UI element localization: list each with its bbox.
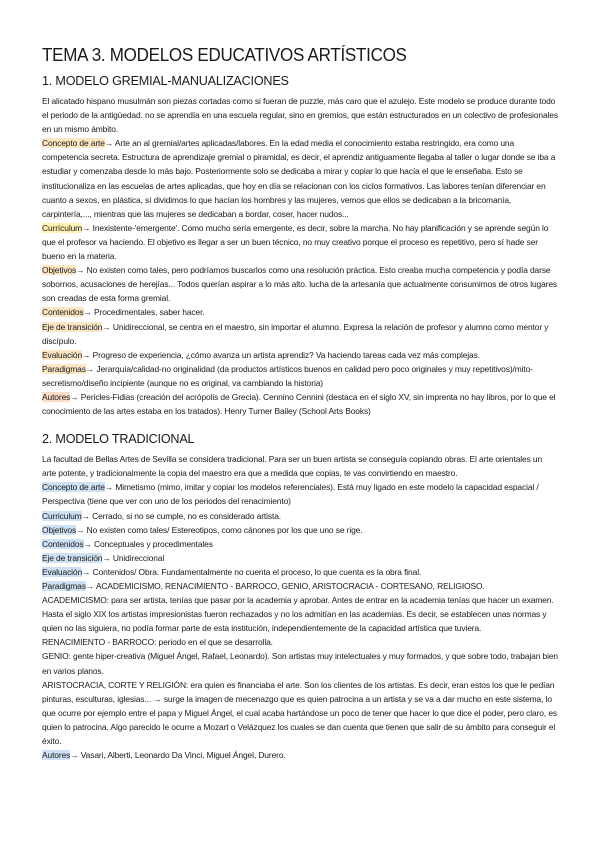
section-1-paradigmas <box>42 362 558 390</box>
section-2-eje <box>42 551 558 565</box>
paradigmas-text: → Jerarquía/calidad-no originalidad (da productos artísticos buenos en calidad pero poco originales y muy repetitivos)/mito-secretismo/diseño incipiente (aunque no es original, va cambiando la historia) <box>42 363 533 388</box>
section-2-intro: La facultad de Bellas Artes de Sevilla se considera tradicional. Para ser un buen artista se conseguía copiando obras. El arte orientales un arte potente, y tradicionalmente la copia del maestro era que a medida que copias, te vas convirtiendo en maestro. <box>42 454 543 479</box>
eje-text: → Unidireccional, se centra en el maestro, sin importar el alumno. Expresa la relación de profesor y alumno como mentor y discípulo. <box>42 321 549 346</box>
eje-text: → Unidireccional <box>102 552 165 563</box>
paradigmas-label: Paradigmas <box>42 363 86 374</box>
eje-label: Eje de transición <box>42 552 103 563</box>
evaluacion-text: → Progreso de experiencia, ¿cómo avanza un artista aprendiz? Va haciendo tareas cada vez más complejas. <box>82 349 480 360</box>
paradigmas-text: → ACADEMICISMO, RENACIMIENTO - BARROCO, GENIO, ARISTOCRACIA - CORTESANO, RELIGIOSO. <box>85 581 485 591</box>
section-2-academicismo: ACADEMICISMO: para ser artista, tenías que pasar por la academia y aprobar. Antes de entrar en la academia tenías que hacer un examen. Hasta el siglo XIX los artistas impresionistas fueron rechazados y no los admitían en las academias. Es decir, se establecen unas normas y quien no las siguiera, no podía formar parte de esta institución, independientemente de la capacidad artística que tuviera. <box>42 595 554 634</box>
concepto-text: → Arte an al gremial/artes aplicadas/labores. En la edad media el conocimiento estaba restringido, era como una competencia secreta. Estructura de aprendizaje gremial o piramidal, es decir, el aprendiz antiguamente llegaba al taller o lugar donde se iba a estudiar y comenzaba desde lo más bajo. Posteriormente solo se dedicaba a mirar y copiar lo que hacía el que le enseñaba. Esto se institucionaliza en las escuelas de artes aplicadas, que hoy en día se relacionan con los ciclos formativos. Las labores tenían diferenciar en cuanto a sexos, en plástica, sí dividimos lo que hacían los hombres y las mujeres, vemos que ellos se dedicaban a la bricomanía, carpintería,..., mientras que las mujeres se dedicaban a bordar, coser, hacer nudos... <box>42 138 556 219</box>
page-title: TEMA 3. MODELOS EDUCATIVOS ARTÍSTICOS <box>42 44 407 65</box>
objetivos-label: Objetivos <box>42 524 77 535</box>
curriculum-text: → Inexistente-'emergente'. Como mucho sería emergente, es decir, sobre la marcha. No hay planificación y se aprende según lo que el profesor va haciendo. El objetivo es llegar a ser un buen técnico, no muy creativo porque el proceso es repetitivo, pero sí hade ser bueno en la materia. <box>42 222 549 262</box>
autores-text: → Vasari, Alberti, Leonardo Da Vinci, Miguel Ángel, Durero. <box>70 750 286 761</box>
evaluacion-label: Evaluación <box>42 349 83 360</box>
section-1-curriculum <box>42 221 558 263</box>
section-2-genio: GENIO: gente hiper-creativa (Miguel Ángel, Rafael, Leonardo). Son artistas muy intelectuales y muy formados, y que sobre todo, trabajan bien en varios planos. <box>42 651 558 676</box>
section-1-intro: El alicatado hispano musulmán son piezas cortadas como si fueran de puzzle, más caro que el azulejo. Este modelo se produce durante todo el periodo de la antigüedad. no se aprendía en una escuela regular, sino en gremios, que están estructurados en un colectivo de profesionales en un mismo ámbito. <box>42 96 558 135</box>
section-2-renacimiento: RENACIMIENTO - BARROCO: periodo en el que se desarrolla. <box>42 637 273 648</box>
section-2-curriculum <box>42 509 558 523</box>
concepto-label: Concepto de arte <box>42 482 105 493</box>
section-2-paradigmas <box>42 579 558 593</box>
evaluacion-label: Evaluación <box>42 566 83 577</box>
eje-label: Eje de transición <box>42 321 103 332</box>
objetivos-text: → No existen como tales, pero podríamos buscarlos como una resolución práctica. Esto creaba mucha competencia y podía darse sobornos, acusaciones de herejías... Todos querían aspirar a lo más alto. lucha de la artesanía que actualmente consumimos de otros lugares son creadas de esta forma gremial. <box>42 265 558 304</box>
section-2-contenidos <box>42 537 558 551</box>
section-2-evaluacion <box>42 565 558 579</box>
curriculum-label: Curriculum <box>42 510 82 521</box>
evaluacion-text: → Contenidos/ Obra. Fundamentalmente no cuenta el proceso, lo que cuenta es la obra final. <box>82 566 422 577</box>
contenidos-text: → Procedimentales, saber hacer. <box>83 307 205 318</box>
objetivos-text: → No existen como tales/ Estereotipos, como cánones por los que uno se rige. <box>76 524 363 535</box>
contenidos-text: → Conceptuales y procedimentales <box>83 538 213 549</box>
section-1-contenidos <box>42 305 558 319</box>
section-2-objetivos <box>42 523 558 537</box>
section-1-heading: 1. MODELO GREMIAL-MANUALIZACIONES <box>42 74 289 88</box>
section-1-autores <box>42 390 558 418</box>
autores-label: Autores <box>42 391 71 402</box>
section-2-heading: 2. MODELO TRADICIONAL <box>42 432 195 447</box>
contenidos-label: Contenidos <box>42 538 84 549</box>
concepto-label: Concepto de arte <box>42 138 105 149</box>
curriculum-label: Currículum <box>42 222 83 233</box>
autores-label: Autores <box>42 750 71 761</box>
section-1-objetivos <box>42 263 558 305</box>
concepto-text: → Mimetismo (mimo, imitar y copiar los modelos referenciales). Está muy ligado en este modelo la capacidad espacial / Perspectiva (tiene que ver con uno de los periodos del renacimiento) <box>42 482 539 507</box>
objetivos-label: Objetivos <box>42 265 77 276</box>
section-1-evaluacion <box>42 348 558 362</box>
section-2-concepto <box>42 480 558 508</box>
section-2-autores <box>42 748 558 762</box>
section-1-eje <box>42 320 558 348</box>
autores-text: → Pericles-Fidias (creación del acrópolis de Grecia). Cennino Cennini (destaca en el siglo XV, sin imprenta no hay libros, por lo que el conocimiento de las artes estaba en los tratados). Henry Turner Bailey (School Arts Books) <box>42 391 556 417</box>
curriculum-text: → Cerrado, si no se cumple, no es considerado artista. <box>81 510 281 521</box>
contenidos-label: Contenidos <box>42 307 84 318</box>
section-1-concepto <box>42 136 558 221</box>
paradigmas-label: Paradigmas <box>42 581 86 591</box>
section-2-aristocracia: ARISTOCRACIA, CORTE Y RELIGIÓN: era quien es financiaba el arte. Son los clientes de los artistas. Es decir, eran estos los que le pedían pinturas, esculturas, iglesias... → surge la imagen de mecenazgo que es quien patrocina a un artista y se va a dar mucho en este sistema, lo que ocurre por ejemplo entre el papa y Miguel Ángel, el cual acaba hartándose un poco de tener que hacer lo que dice el poder, pero claro, es quien lo patrocina. Algo parecido le ocurre a Mozart o Velázquez los cuales se dan cuenta que tienen que salir de su ámbito para conseguir el éxito. <box>42 679 557 747</box>
